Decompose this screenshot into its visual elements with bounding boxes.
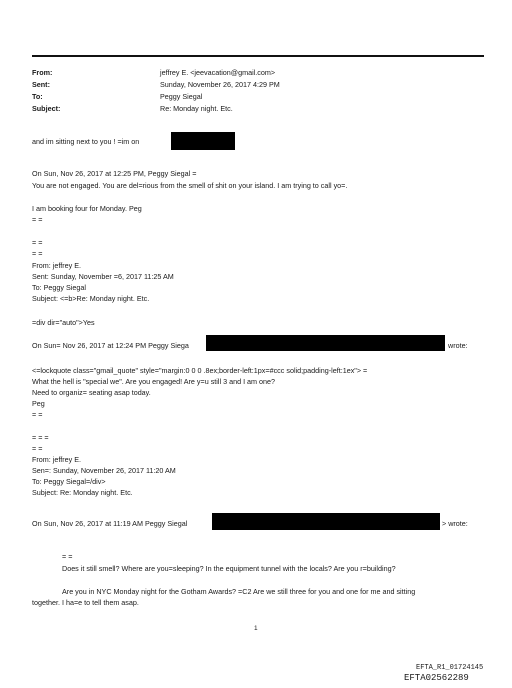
separator-3: = = [32,249,43,258]
sent-label: Sent: [32,80,50,89]
redaction-box [206,335,445,351]
subject-value: Re: Monday night. Etc. [160,104,233,113]
quote-2-header: On Sun= Nov 26, 2017 at 12:24 PM Peggy Siega [32,341,189,350]
redaction-box [171,132,235,150]
quote-2-line-1: What the hell is "special we". Are you engaged! Are y=u still 3 and I am one? [32,377,276,386]
body-line-1: and im sitting next to you ! =im on [32,137,140,146]
forward-1-to: To: Peggy Siegal [32,283,86,292]
separator-1: = = [32,215,43,224]
quote-1-header: On Sun, Nov 26, 2017 at 12:25 PM, Peggy Siegal = [32,169,197,178]
from-value: jeffrey E. <jeevacation@gmail.com> [160,68,276,77]
footer-id-1: EFTA_R1_01724145 [416,664,484,672]
to-label: To: [32,92,43,101]
quote-2-line-2: Need to organiz= seating asap today. [32,388,151,397]
redaction-box [212,513,440,530]
sent-value: Sunday, November 26, 2017 4:29 PM [160,80,280,89]
separator-4: = = [32,410,43,419]
quote-2-wrote: wrote: [448,341,468,350]
blockquote-line: <=lockquote class="gmail_quote" style="margin:0 0 0 .8ex;border-left:1px=#ccc solid;padding-left:1ex"> = [32,366,368,375]
from-label: From: [32,68,53,77]
to-value: Peggy Siegal [160,92,203,101]
quote-3-wrote: > wrote: [442,519,468,528]
separator-2: = = [32,238,43,247]
separator-5: = = = [32,433,49,442]
quote-3-line-1: Does it still smell? Where are you=sleeping? In the equipment tunnel with the locals? Are you r=building? [62,564,396,573]
forward-1-from: From: jeffrey E. [32,261,81,270]
forward-2-to: To: Peggy Siegal=/div> [32,477,106,486]
forward-1-sent: Sent: Sunday, November =6, 2017 11:25 AM [32,272,174,281]
subject-label: Subject: [32,104,61,113]
div-yes-line: =div dir="auto">Yes [32,318,95,327]
separator-6: = = [32,444,43,453]
quote-3-line-2: Are you in NYC Monday night for the Gotham Awards? =C2 Are we still three for you and one for me and sitting [62,587,416,596]
page-number: 1 [254,625,258,632]
footer-id-2: EFTA02562289 [404,673,469,683]
header-rule [32,55,484,57]
separator-7: = = [62,552,73,561]
quote-3-line-3: together. I ha=e to tell them asap. [32,598,139,607]
quote-3-header: On Sun, Nov 26, 2017 at 11:19 AM Peggy Siegal [32,519,188,528]
forward-2-sent: Sen=: Sunday, November 26, 2017 11:20 AM [32,466,176,475]
forward-2-subject: Subject: Re: Monday night. Etc. [32,488,133,497]
quote-1-booking: I am booking four for Monday. Peg [32,204,142,213]
quote-2-signature: Peg [32,399,45,408]
forward-2-from: From: jeffrey E. [32,455,81,464]
quote-1-text: You are not engaged. You are del=rious from the smell of shit on your island. I am trying to call yo=. [32,181,348,190]
forward-1-subject: Subject: <=b>Re: Monday night. Etc. [32,294,150,303]
